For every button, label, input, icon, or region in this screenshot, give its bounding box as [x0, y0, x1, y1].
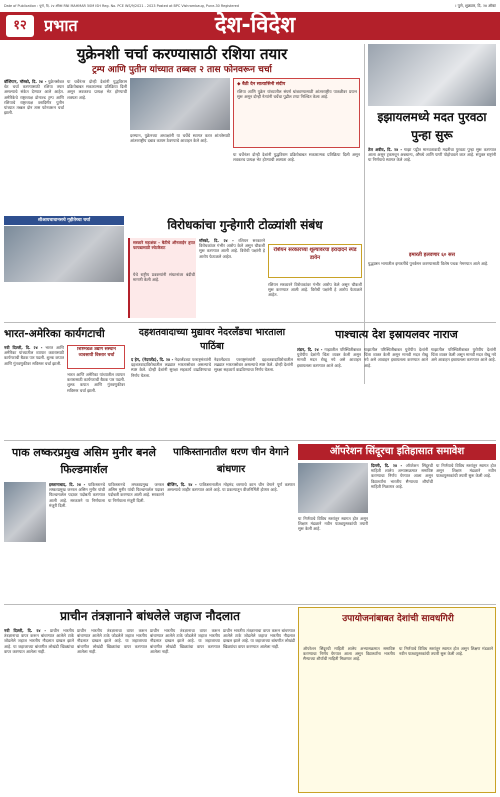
ship-headline: प्राचीन तंत्रज्ञानाने बांधलेले जहाज नौदलात — [60, 609, 240, 623]
pak2-text: पाकिस्तानातील मोहमंद धरणाचे काम चीन वेगाने पूर्ण करणार असल्याचे जाहीर करण्यात आले आहे. या प्रकल्पातून वीजनिर्मिती होणार आहे. — [167, 482, 295, 493]
photo-caption-strip: शीआयचाधानसचे गृहीतेच्चा चर्चा — [4, 216, 124, 225]
lead-col3 — [130, 133, 230, 183]
lead-headline: युक्रेनशी चर्चा करण्यासाठी रशिया तयार — [76, 45, 288, 63]
lead-col4 — [233, 152, 360, 214]
ad-title: उपायोजनांबाबत देशांची सावधगिरी — [342, 614, 454, 624]
lead-body-cont: या चर्चेनंतर दोन्ही देशांनी युद्धविराम प्रक्रियेबाबत सकारात्मक प्रतिक्रिया दिली असून लवकरच प्रत्यक्ष भेट होण्याची शक्यता आहे. — [233, 152, 360, 163]
op-banner: ऑपरेशन सिंदूरचा इतिहासात समावेश — [298, 444, 496, 460]
mid-side-box — [128, 238, 196, 318]
pak-body: पाकिस्तानचे लष्करप्रमुख जनरल असिम मुनीर यांची फिल्डमार्शल पदावर पदोन्नती करण्यात आली आहे. सरकारने या निर्णयाला मंजुरी दिली. — [49, 482, 105, 508]
op-photo — [298, 463, 368, 513]
mid-body: रशियन सरकारने विरोधकांवर गंभीर आरोप केले असून चौकशी सुरू करण्यात आली आहे. विरोधी पक्षांनी हे आरोप फेटाळले आहेत. — [199, 238, 265, 259]
ad-box — [298, 607, 496, 793]
divider — [4, 604, 496, 605]
divider — [4, 440, 496, 441]
masthead — [0, 12, 500, 40]
lead-col2 — [67, 79, 127, 214]
leaders-photo — [130, 78, 230, 130]
pak-headline: पाक लष्करप्रमुख असिम मुनीर बनले फिल्डमार्शल — [12, 446, 156, 476]
west-dateline: लंडन, दि. २४ - — [297, 347, 323, 352]
mid-col2: रशियन सरकारने विरोधकांवर गंभीर आरोप केले असून चौकशी सुरू करण्यात आली आहे. विरोधी पक्षांनी हे आरोप फेटाळले आहेत. — [268, 282, 362, 298]
op-col2: या निर्णयाचे विविध स्तरांतून स्वागत होत असून शिक्षण मंडळाने नवीन पाठ्यपुस्तकांची तयारी सुरू केली आहे. — [436, 463, 496, 479]
nl-col1 — [131, 357, 211, 437]
mid-quote-box — [268, 244, 362, 278]
op-col0: या निर्णयाचे विविध स्तरांतून स्वागत होत असून शिक्षण मंडळाने नवीन पाठ्यपुस्तकांची तयारी सुरू केली आहे. — [298, 516, 368, 532]
ad-col2: या निर्णयाचे विविध स्तरांतून स्वागत होत असून शिक्षण मंडळाने नवीन पाठ्यपुस्तकांची तयारी सुरू केली आहे. — [399, 646, 493, 657]
munir-photo — [4, 482, 46, 542]
pak-col1 — [49, 482, 105, 600]
lead-subhead: ट्रम्प आणि पुतीन यांच्यात तब्बल २ तास फोनवरून चर्चा — [92, 65, 272, 75]
info-box-title: ◆ बैठी देन सात्यासिनी संदीप — [237, 82, 286, 87]
mid-side-text: येथे राष्ट्रीय प्रवक्त्यांनी संघटनांवर बंदीची मागणी केली आहे. — [133, 272, 195, 283]
right-top-sub: इमारती हलवणार ६० सत्त — [409, 252, 455, 258]
lead-dateline: वॉशिंग्टन, मॉस्को, दि. २४ - — [4, 79, 47, 84]
mid-headline: विरोधकांचा गुन्हेगारी टोळ्यांशी संबंध — [167, 218, 323, 232]
west-body: गाझातील परिस्थितीबाबत युरोपीय देशांनी चिंता व्यक्त केली असून मानवी मदत रोखू नये असे आवाहन इस्रायलला करण्यात आले आहे. — [297, 347, 361, 368]
protest-photo — [4, 226, 124, 282]
publication-info: Date of Publication : पुणे, दि. २४ ऑक्ट RNI MAHMAR 50M ISH Reg. No. PCE WS/9/2021 - 2023 Posted at BPC Vishrambaug, Pune-30 Registered — [4, 4, 240, 8]
ship-dateline: नवी दिल्ली, दि. २४ - — [4, 628, 47, 633]
ship-body: प्राचीन भारतीय तंत्रज्ञानाचा वापर करून बांधण्यात आलेले टाके जोडलेले जहाज भारतीय नौदलात दाखल झाले आहे. या जहाजाच्या बांधणीत लोखंडी खिळ्यांचा वापर करण्यात आलेला नाही. — [4, 628, 74, 654]
nl-col2: नेदरलॅंडच्या परराष्ट्रमंत्र्यांनी दहशतवादाविरोधातील लढ्यात भारतासोबत असल्याचे स्पष्ट केले. दोन्ही देशांनी सुरक्षा सहकार्य वाढविण्याचा निर्णय घेतला. — [214, 357, 293, 373]
nl-dateline: द हेग, (नेदरलॅंड), दि. २४ - — [131, 357, 174, 362]
mid-side-title: सरकारे महाशंक - बैठीचे ऑनलाईन हृयत फायद्यासाठी रचेटकैराट — [133, 240, 195, 251]
west-col1 — [297, 347, 361, 437]
pak-dateline: इस्लामाबाद, दि. २४ - — [49, 482, 86, 487]
lead-col1 — [4, 79, 64, 214]
right-top-body — [368, 147, 496, 249]
divider — [4, 322, 496, 323]
west-col3: गाझातील परिस्थितीबाबत युरोपीय देशांनी चिंता व्यक्त केली असून मानवी मदत रोखू नये असे आवाहन इस्रायलला करण्यात आले आहे. — [431, 347, 496, 363]
nl-headline: दहशतवादाच्या मुद्यावर नेदरलॅंडचा भारताला पाठिंबा — [138, 327, 286, 352]
pak2-body — [167, 482, 295, 600]
nl-body: नेदरलॅंडच्या परराष्ट्रमंत्र्यांनी दहशतवादाविरोधातील लढ्यात भारतासोबत असल्याचे स्पष्ट केले. दोन्ही देशांनी सुरक्षा सहकार्य वाढविण्याचा निर्णय घेतला. — [131, 357, 211, 378]
west-col2: गाझातील परिस्थितीबाबत युरोपीय देशांनी चिंता व्यक्त केली असून मानवी मदत रोखू नये असे आवाहन इस्रायलला करण्यात आले आहे. — [364, 347, 428, 368]
pak-col2: पाकिस्तानचे लष्करप्रमुख जनरल असिम मुनीर यांची फिल्डमार्शल पदावर पदोन्नती करण्यात आली आहे. सरकारने या निर्णयाला मंजुरी दिली. — [108, 482, 164, 503]
page-number: १२ — [6, 15, 34, 37]
issue-date: । पुणे, शुक्रवार, दि. २४ ऑक्ट — [455, 3, 496, 8]
ship-col2: प्राचीन भारतीय तंत्रज्ञानाचा वापर करून बांधण्यात आलेले टाके जोडलेले जहाज भारतीय नौदलात दाखल झाले आहे. या जहाजाच्या बांधणीत लोखंडी खिळ्यांचा वापर करण्यात आलेला नाही. — [77, 628, 147, 654]
usa-box — [67, 345, 125, 369]
usa-dateline: नवी दिल्ली, दि. २४ - — [4, 345, 43, 350]
lead-body1: युक्रेनसोबत थेट चर्चा करण्यासाठी रशिया तयार असल्याचे संकेत देण्यात आले आहेत. अमेरिकेचे राष्ट्राध्यक्ष डोनाल्ड ट्रम्प आणि रशियाचे राष्ट्राध्यक्ष व्लादिमीर पुतीन यांच्यात तब्बल दोन तास फोनवरून चर्चा झाली. — [4, 79, 64, 116]
info-box-text: रशिया आणि युक्रेन यांच्यातील संघर्ष थांबवण्यासाठी आंतरराष्ट्रीय पातळीवर प्रयत्न सुरू असून दोन्ही नेत्यांनी चर्चेचा पुढील टप्पा निश्चित केला आहे. — [237, 89, 357, 100]
usa-box-text: शिष्टमंडळ उद्योग संस्थान व्यवसायी विस्तार चर्चा — [77, 347, 116, 358]
right-top-text: गाझा पट्टीत मानवतावादी मदतीचा पुरवठा पुन्हा सुरू करण्यात आला असून ट्रकमधून अन्नधान्य, औषधे आणि पाणी पोहोचवले जात आहे. संयुक्त राष्ट्रांनी या निर्णयाचे स्वागत केले आहे. — [368, 147, 496, 163]
west-headline: पाश्चात्य देश इस्रायलवर नाराज — [335, 328, 458, 341]
usa-col2: भारत आणि अमेरिका यांच्यातील व्यापार करारासाठी कार्यगटाची बैठक पार पडली. शुल्क कपात आणि गुंतवणुकीवर सविस्तर चर्चा झाली. — [67, 372, 125, 393]
trucks-photo — [368, 44, 496, 106]
ship-col1 — [4, 628, 74, 793]
usa-headline: भारत-अमेरिका कार्यगटाची — [4, 328, 105, 340]
usa-body: भारत आणि अमेरिका यांच्यातील व्यापार करारासाठी कार्यगटाची बैठक पार पडली. शुल्क कपात आणि गुंतवणुकीवर सविस्तर चर्चा झाली. — [4, 345, 64, 366]
ad-col1: ऑपरेशन सिंदूरची माहिती शालेय अभ्यासक्रमात समाविष्ट करण्याचा निर्णय घेण्यात आला असून विद्यार्थ्यांना भारतीय सैन्याच्या शौर्याची माहिती मिळणार आहे. — [303, 646, 395, 662]
usa-col1 — [4, 345, 64, 437]
lead-info-box — [233, 78, 360, 148]
op-col1 — [371, 463, 433, 563]
ship-col3: प्राचीन भारतीय तंत्रज्ञानाचा वापर करून बांधण्यात आलेले टाके जोडलेले जहाज भारतीय नौदलात दाखल झाले आहे. या जहाजाच्या बांधणीत लोखंडी खिळ्यांचा वापर करण्यात आलेला नाही. — [150, 628, 220, 654]
lead-body2: या चर्चेनंतर दोन्ही देशांनी युद्धविराम प्रक्रियेबाबत सकारात्मक प्रतिक्रिया दिली असून लवकरच प्रत्यक्ष भेट होण्याची शक्यता आहे. — [67, 79, 127, 100]
op-body: ऑपरेशन सिंदूरची माहिती शालेय अभ्यासक्रमात समाविष्ट करण्याचा निर्णय घेण्यात आला असून विद्यार्थ्यांना भारतीय सैन्याच्या शौर्याची माहिती मिळणार आहे. — [371, 463, 433, 489]
pak2-dateline: बीजिंग, दि. २४ - — [167, 482, 197, 487]
pak2-headline: पाकिस्तानातील धरण चीन वेगाने बांधणार — [173, 447, 289, 475]
mid-col1 — [199, 238, 265, 318]
ship-col4: प्राचीन भारतीय तंत्रज्ञानाचा वापर करून बांधण्यात आलेले टाके जोडलेले जहाज भारतीय नौदलात दाखल झाले आहे. या जहाजाच्या बांधणीत लोखंडी खिळ्यांचा वापर करण्यात आलेला नाही. — [223, 628, 295, 649]
mid-dateline: मॉस्को, दि. २४ - — [199, 238, 234, 243]
right-top-headline: इझायलमध्ये मदत पुरवठा पुन्हा सुरू — [377, 110, 487, 142]
mid-quote: रशियन सरकारच्या शूल्यावरचा इरादादने स्पंड डायेन — [273, 247, 357, 261]
lead-body3: दरम्यान, युक्रेनच्या अध्यक्षांनी या चर्चेचे स्वागत करत शांततेसाठी आंतरराष्ट्रीय दबाव कायम ठेवण्याचे आवाहन केले आहे. — [130, 133, 230, 144]
right-top-dateline: तेल अवीव, दि. २४ - — [368, 147, 402, 152]
section-title: देश-विदेश — [214, 13, 296, 38]
brand-logo: प्रभात — [44, 16, 78, 35]
right-top-body2: युद्धग्रस्त भागातील इमारतींचे पुनर्वसन करण्यासाठी विशेष पथक नेमण्यात आले आहे. — [368, 261, 489, 266]
op-dateline: दिल्ली, दि. २४ - — [371, 463, 403, 468]
